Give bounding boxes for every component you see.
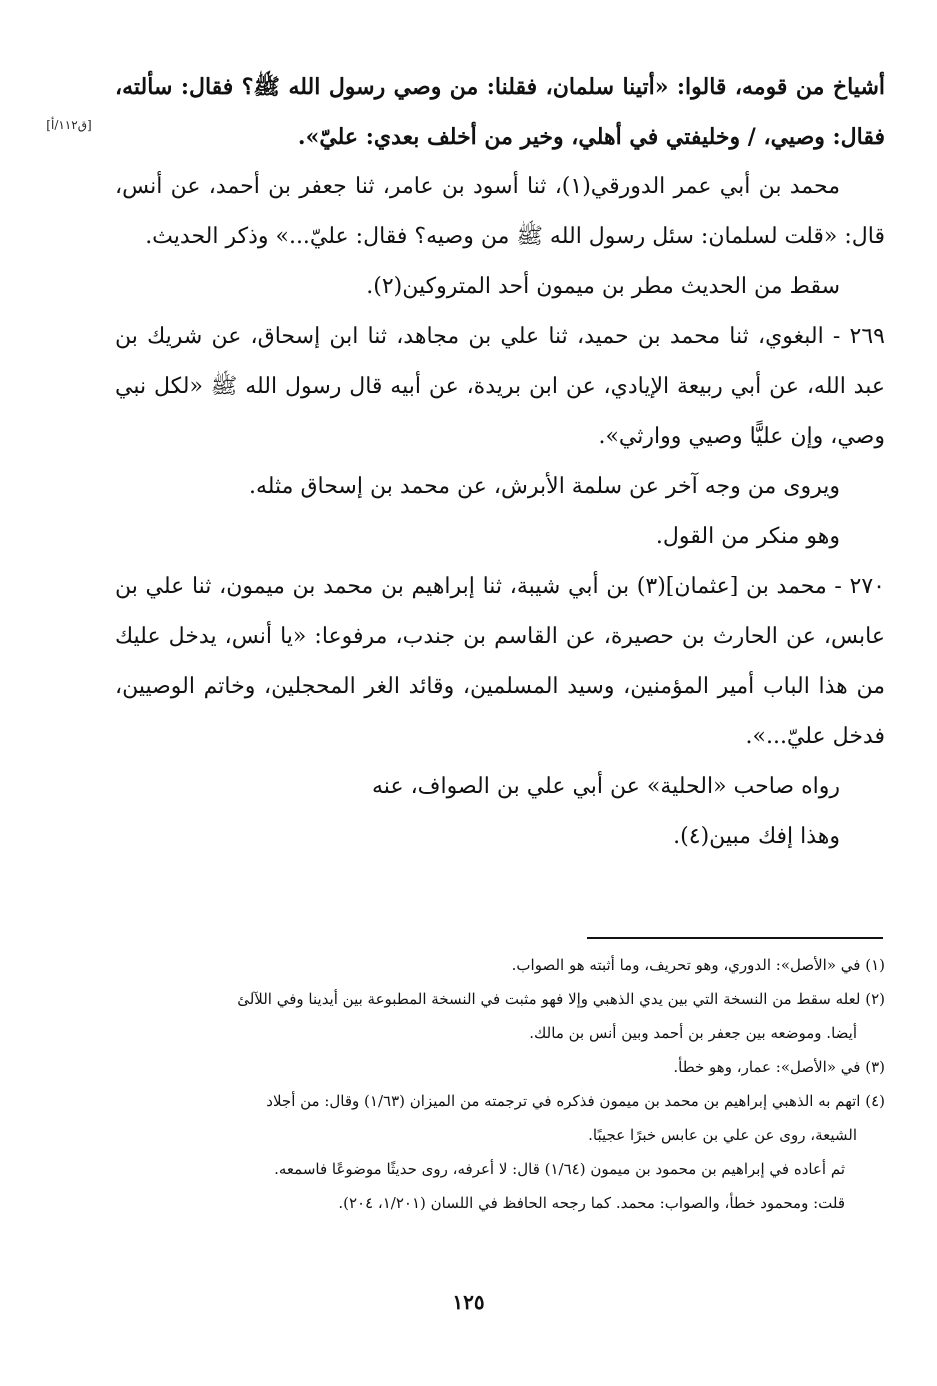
hadith-269: ٢٦٩ - البغوي، ثنا محمد بن حميد، ثنا علي بن مجاهد، ثنا ابن إسحاق، عن شريك بن عبد الله، عن أبي ربيعة الإيادي، عن ابن بريدة، عن أبيه قال رسول الله ﷺ «لكل نبي وصي، وإن عليًّا وصيي ووارثي». <box>115 324 885 449</box>
paragraph-1: أشياخ من قومه، قالوا: «أتينا سلمان، فقلنا: من وصي رسول الله ﷺ؟ فقال: سألته، فقال: وصيي، / وخليفتي في أهلي، وخير من أخلف بعدي: عليّ». <box>115 74 885 150</box>
paragraph-5: ويروى من وجه آخر عن سلمة الأبرش، عن محمد بن إسحاق مثله. <box>248 474 840 499</box>
footnote-separator <box>587 937 883 939</box>
page-number: ١٢٥ <box>452 1290 485 1314</box>
paragraph-9: وهذا إفك مبين(٤). <box>673 824 840 849</box>
paragraph-6: وهو منكر من القول. <box>655 524 840 549</box>
paragraph-8: رواه صاحب «الحلية» عن أبي علي بن الصواف، عنه <box>372 774 840 799</box>
footnotes <box>115 948 885 1220</box>
manuscript-folio-reference: [ق١١٢/أ] <box>46 118 92 132</box>
paragraph-3: سقط من الحديث مطر بن ميمون أحد المتروكين(٢). <box>366 274 840 299</box>
footnote-4: (٤) اتهم به الذهبي إبراهيم بن محمد بن ميمون فذكره في ترجمته من الميزان (١/٦٣) وقال: من أجلاد <box>266 1092 885 1110</box>
footnote-3: (٣) في «الأصل»: عمار، وهو خطأ. <box>673 1058 885 1076</box>
footnote-1: (١) في «الأصل»: الدوري، وهو تحريف، وما أثبته هو الصواب. <box>511 956 885 974</box>
footnote-4-continuation: الشيعة، روى عن علي بن عابس خبرًا عجيبًا. <box>588 1126 857 1144</box>
hadith-270: ٢٧٠ - محمد بن [عثمان](٣) بن أبي شيبة، ثنا إبراهيم بن محمد بن ميمون، ثنا علي بن عابس، عن الحارث بن حصيرة، عن القاسم بن جندب، مرفوعا: «يا أنس، يدخل عليك من هذا الباب أمير المؤمنين، وسيد المسلمين، وقائد الغر المحجلين، وخاتم الوصيين، فدخل عليّ...». <box>115 574 885 749</box>
footnote-2: (٢) لعله سقط من النسخة التي بين يدي الذهبي وإلا فهو مثبت في النسخة المطبوعة بين أيدينا وفي اللآلئ <box>237 990 885 1008</box>
footnote-2-continuation: أيضا. وموضعه بين جعفر بن أحمد وبين أنس بن مالك. <box>529 1024 857 1042</box>
footnote-4-line-4: قلت: ومحمود خطأ، والصواب: محمد. كما رجحه الحافظ في اللسان (١/٢٠١، ٢٠٤). <box>338 1194 845 1212</box>
paragraph-2: محمد بن أبي عمر الدورقي(١)، ثنا أسود بن عامر، ثنا جعفر بن أحمد، عن أنس، قال: «قلت لسلمان: سئل رسول الله ﷺ من وصيه؟ فقال: عليّ...» وذكر الحديث. <box>115 174 885 249</box>
footnote-4-line-3: ثم أعاده في إبراهيم بن محمود بن ميمون (١/٦٤) قال: لا أعرفه، روى حديثًا موضوعًا فاسمعه. <box>274 1160 845 1178</box>
main-text <box>115 62 885 862</box>
